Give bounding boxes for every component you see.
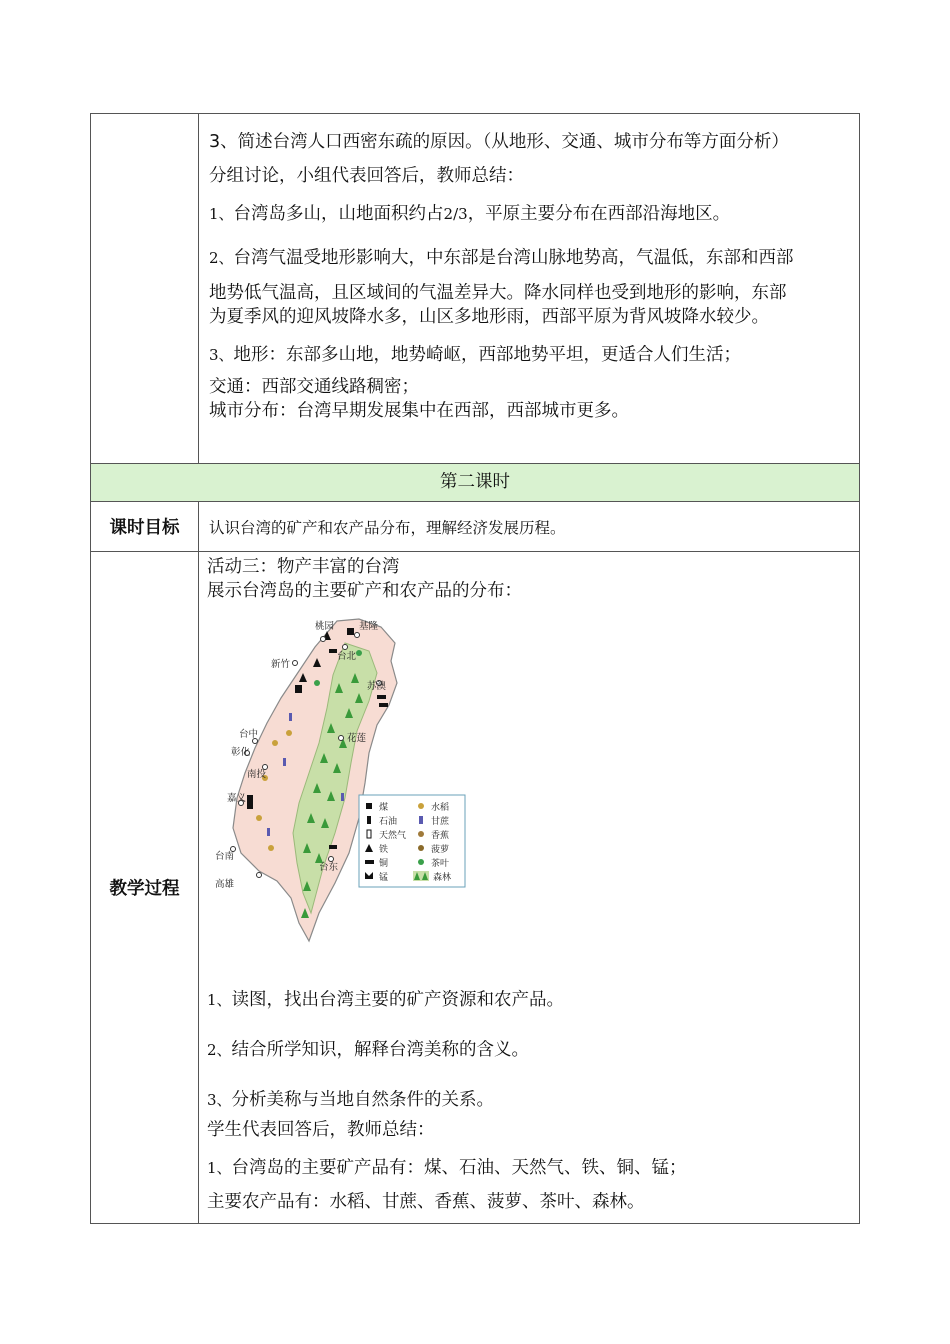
city-label: 台中 <box>239 729 259 740</box>
process-cell <box>199 552 860 1224</box>
legend-label: 铜 <box>379 859 389 869</box>
table-row <box>91 114 860 464</box>
answer-3: 3、地形：东部多山地，地势崎岖，西部地势平坦，更适合人们生活； <box>209 345 742 365</box>
discussion-cell <box>199 114 860 464</box>
city-label: 南投 <box>247 769 267 780</box>
city-label: 基隆 <box>359 621 379 632</box>
legend-label: 森林 <box>433 873 452 883</box>
goal-text: 认识台湾的矿产和农产品分布，理解经济发展历程。 <box>209 518 566 537</box>
map-legend <box>359 795 465 887</box>
city-label: 高雄 <box>215 879 235 890</box>
lesson-plan-table <box>90 113 860 1224</box>
legend-label: 天然气 <box>379 831 407 841</box>
legend-label: 香蕉 <box>431 831 450 841</box>
question-2: 2、结合所学知识，解释台湾美称的含义。 <box>207 1040 530 1060</box>
question-3: 3、简述台湾人口西密东疏的原因。（从地形、交通、城市分布等方面分析） <box>209 132 789 152</box>
legend-label: 菠萝 <box>431 845 450 855</box>
legend-label: 茶叶 <box>431 859 450 869</box>
activity-intro: 展示台湾岛的主要矿产和农产品的分布： <box>207 581 522 601</box>
city-label: 台东 <box>319 862 339 873</box>
city-label: 彰化 <box>231 747 251 758</box>
legend-label: 石油 <box>379 817 398 827</box>
lesson-band-title: 第二课时 <box>91 464 860 502</box>
question-1: 1、读图，找出台湾主要的矿产资源和农产品。 <box>207 990 565 1010</box>
empty-label-cell <box>91 114 199 464</box>
answer-3-transport: 交通：西部交通线路稠密； <box>209 377 419 397</box>
taiwan-map-svg <box>215 613 479 958</box>
answer-2: 2、台湾气温受地形影响大，中东部是台湾山脉地势高，气温低，东部和西部 <box>209 248 794 268</box>
city-label: 苏澳 <box>367 681 387 692</box>
city-label: 新竹 <box>271 659 291 670</box>
goal-cell <box>199 502 860 552</box>
city-label: 嘉义 <box>227 793 247 804</box>
summary-minerals: 1、台湾岛的主要矿产品有：煤、石油、天然气、铁、铜、锰； <box>207 1158 687 1178</box>
legend-label: 锰 <box>379 873 389 883</box>
answer-2-line-2: 地势低气温高，且区域间的气温差异大。降水同样也受到地形的影响，东部 <box>209 283 787 303</box>
table-row <box>91 502 860 552</box>
taiwan-resource-map <box>215 613 479 958</box>
city-label: 台南 <box>215 851 235 862</box>
city-label: 花莲 <box>347 733 367 744</box>
answer-1: 1、台湾岛多山，山地面积约占2/3，平原主要分布在西部沿海地区。 <box>209 204 731 224</box>
question-3: 3、分析美称与当地自然条件的关系。 <box>207 1090 495 1110</box>
legend-label: 煤 <box>379 803 389 813</box>
summary-intro: 学生代表回答后，教师总结： <box>207 1120 435 1140</box>
legend-label: 水稻 <box>431 803 450 813</box>
summary-crops: 主要农产品有：水稻、甘蔗、香蕉、菠萝、茶叶、森林。 <box>207 1192 645 1212</box>
table-row <box>91 464 860 502</box>
city-label: 台北 <box>337 651 357 662</box>
answer-2-line-3: 为夏季风的迎风坡降水多，山区多地形雨，西部平原为背风坡降水较少。 <box>209 307 769 327</box>
discussion-intro: 分组讨论，小组代表回答后，教师总结： <box>209 166 524 186</box>
legend-label: 甘蔗 <box>431 817 450 827</box>
legend-label: 铁 <box>379 845 389 855</box>
table-row <box>91 552 860 1224</box>
city-label: 桃园 <box>315 621 335 632</box>
answer-3-cities: 城市分布：台湾早期发展集中在西部，西部城市更多。 <box>209 401 629 421</box>
activity-title: 活动三：物产丰富的台湾 <box>207 557 400 577</box>
goal-label: 课时目标 <box>91 502 199 552</box>
process-label: 教学过程 <box>91 552 199 1224</box>
